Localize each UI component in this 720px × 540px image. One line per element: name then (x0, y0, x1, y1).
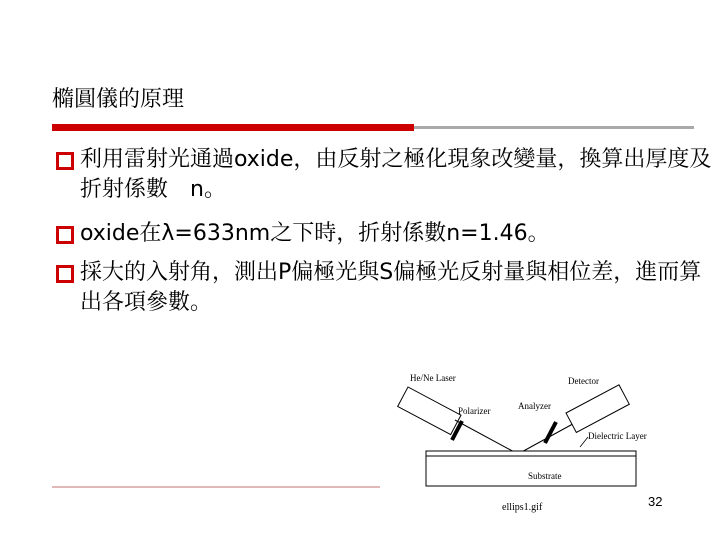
substrate-label: Substrate (528, 471, 562, 481)
bullet-square-icon (56, 152, 74, 170)
bullet-text: 採大的入射角，測出P偏極光與S偏極光反射量與相位差，進而算出各項參數。 (80, 260, 702, 315)
bullet-text: 利用雷射光通過oxide，由反射之極化現象改變量，換算出厚度及折射係數 n。 (80, 147, 712, 202)
bullet-item (56, 145, 716, 205)
page-number: 32 (648, 494, 663, 509)
title-underline-red (52, 124, 414, 131)
diagram-caption: ellips1.gif (502, 502, 543, 513)
bullet-item (56, 219, 716, 249)
detector-box (566, 385, 629, 433)
laser-label: He/Ne Laser (410, 373, 456, 383)
laser-box (398, 387, 461, 435)
dielectric-pointer (580, 437, 588, 447)
title-underline-gray (414, 126, 694, 129)
bullet-text: oxide在λ=633nm之下時，折射係數n=1.46。 (80, 221, 550, 246)
bullet-square-icon (56, 265, 74, 283)
incident-beam (455, 420, 518, 454)
slide-title: 橢圓儀的原理 (52, 87, 185, 112)
polarizer-label: Polarizer (458, 406, 491, 416)
analyzer-label: Analyzer (518, 401, 551, 411)
footer-divider (52, 486, 382, 488)
analyzer-element (545, 422, 556, 443)
bullet-square-icon (56, 226, 74, 244)
dielectric-label: Dielectric Layer (588, 431, 647, 441)
dielectric-layer (426, 451, 636, 456)
bullet-item (56, 258, 716, 318)
detector-label: Detector (568, 376, 599, 386)
